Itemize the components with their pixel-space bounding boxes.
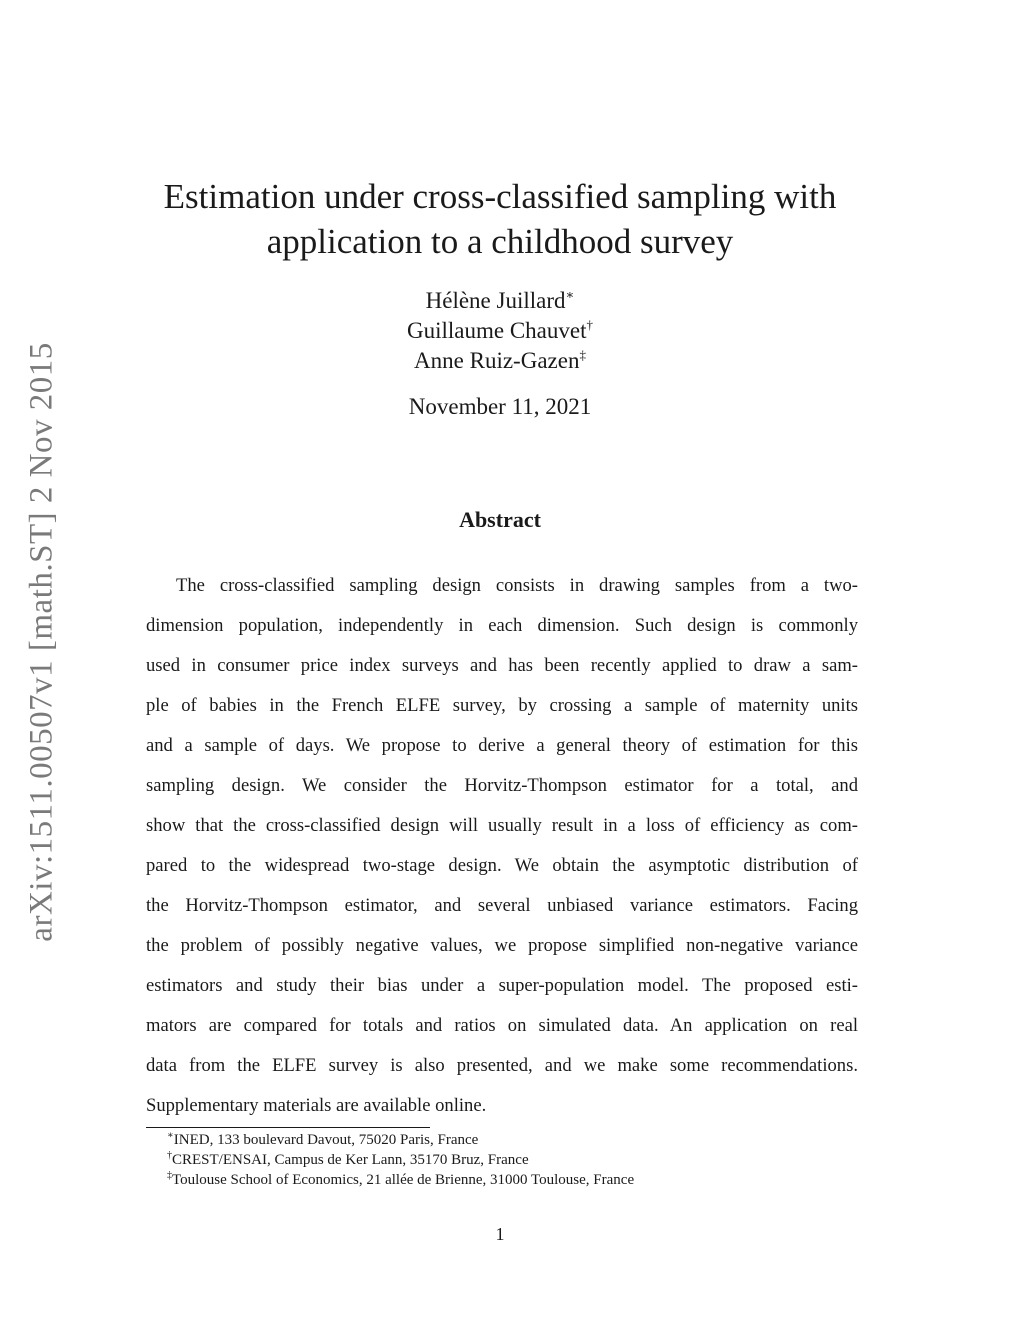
footnote-mark: † [167, 1150, 172, 1161]
author-list [300, 286, 700, 376]
arxiv-identifier: arXiv:1511.00507v1 [math.ST] 2 Nov 2015 [23, 342, 60, 942]
page-number: 1 [495, 1224, 505, 1244]
abstract-line: show that the cross-classified design will usually result in a loss of efficiency as com- [146, 815, 858, 836]
author [300, 316, 700, 346]
author [300, 286, 700, 316]
footnote-text: CREST/ENSAI, Campus de Ker Lann, 35170 Bruz, France [172, 1152, 529, 1168]
author-name: Guillaume Chauvet [407, 318, 587, 343]
abstract-body [146, 566, 858, 1126]
abstract-line: and a sample of days. We propose to derive a general theory of estimation for this [146, 735, 858, 756]
abstract-line: mators are compared for totals and ratios on simulated data. An application on real [146, 1015, 858, 1036]
abstract-line: ple of babies in the French ELFE survey, by crossing a sample of maternity units [146, 695, 858, 716]
footnote [167, 1130, 634, 1150]
author-mark: ‡ [579, 347, 586, 362]
paper-title [130, 174, 870, 264]
abstract-line: sampling design. We consider the Horvitz-Thompson estimator for a total, and [146, 775, 858, 796]
abstract-line: The cross-classified sampling design consists in drawing samples from a two- [176, 575, 858, 596]
abstract-line: used in consumer price index surveys and has been recently applied to draw a sam- [146, 655, 858, 676]
abstract-heading: Abstract [459, 507, 541, 532]
author-name: Hélène Juillard [425, 288, 566, 313]
author-name: Anne Ruiz-Gazen [414, 348, 580, 373]
author-mark: † [586, 317, 593, 332]
abstract-line: Supplementary materials are available online. [146, 1095, 487, 1116]
abstract-line: estimators and study their bias under a super-population model. The proposed esti- [146, 975, 858, 996]
title-line-2: application to a childhood survey [266, 222, 734, 261]
author-mark: ∗ [565, 287, 575, 302]
paper-date: November 11, 2021 [408, 394, 592, 419]
title-line-1: Estimation under cross-classified sampling with [163, 177, 837, 216]
footnote [167, 1170, 634, 1190]
footnote-mark: ∗ [167, 1130, 174, 1141]
footnotes [167, 1130, 634, 1190]
footnote-divider [146, 1127, 430, 1128]
footnote-mark: ‡ [167, 1170, 172, 1181]
abstract-line: the Horvitz-Thompson estimator, and several unbiased variance estimators. Facing [146, 895, 858, 916]
footnote-text: Toulouse School of Economics, 21 allée de Brienne, 31000 Toulouse, France [172, 1172, 635, 1188]
author [300, 346, 700, 376]
footnote [167, 1150, 634, 1170]
footnote-text: INED, 133 boulevard Davout, 75020 Paris, France [173, 1132, 479, 1148]
abstract-line: dimension population, independently in each dimension. Such design is commonly [146, 615, 858, 636]
abstract-line: data from the ELFE survey is also presented, and we make some recommendations. [146, 1055, 858, 1076]
abstract-line: pared to the widespread two-stage design. We obtain the asymptotic distribution of [146, 855, 858, 876]
abstract-line: the problem of possibly negative values, we propose simplified non-negative variance [146, 935, 858, 956]
